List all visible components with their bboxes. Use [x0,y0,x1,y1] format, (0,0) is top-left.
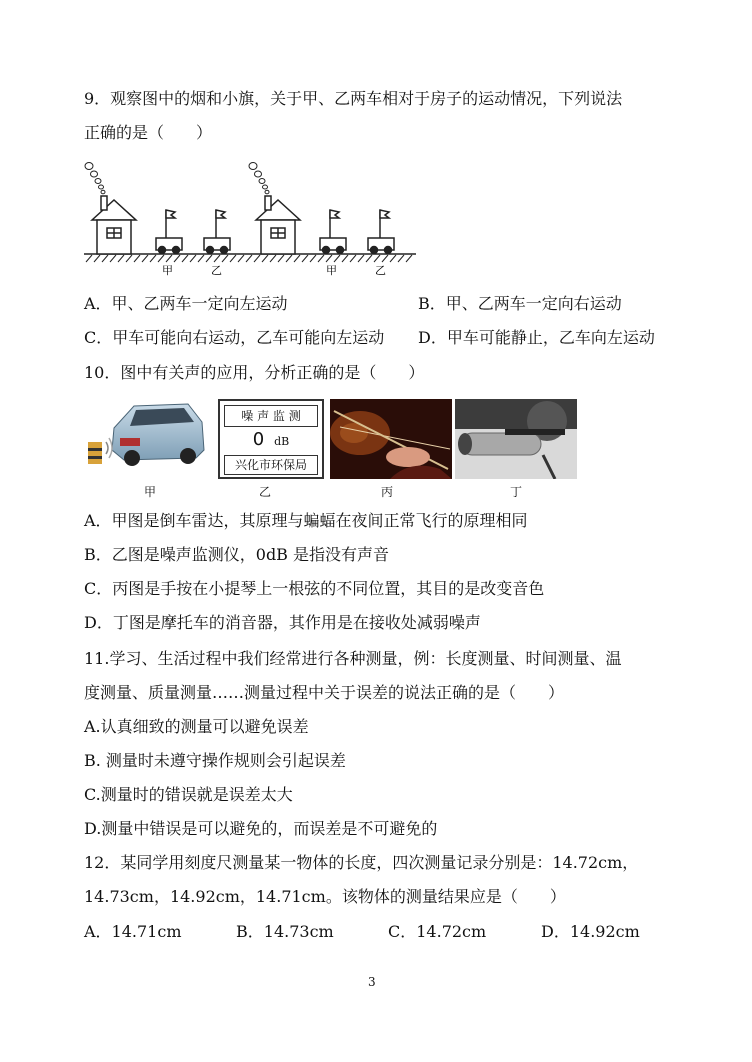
q10-caption-bing: 丙 [381,485,394,499]
q11-option-c: C.测量时的错误就是误差太大 [84,785,293,804]
label-jia-2: 甲 [326,264,337,277]
q10-stem: 10．图中有关声的应用，分析正确的是（ ） [84,363,425,382]
car-jia-2 [320,210,346,254]
house-1 [92,196,136,254]
meter-value: 0 [252,429,265,450]
q10-option-c: C．丙图是手按在小提琴上一根弦的不同位置，其目的是改变音色 [84,579,545,598]
label-jia-1: 甲 [162,264,173,277]
q12-option-c: C．14.72cm [388,922,487,941]
q10-image-yi-noise-meter [218,399,324,479]
meter-unit: dB [274,435,290,448]
meter-reading [224,429,318,453]
q9-option-b: B．甲、乙两车一定向右运动 [418,294,622,313]
meter-org: 兴化市环保局 [224,455,318,475]
q11-stem-line2: 度测量、质量测量……测量过程中关于误差的说法正确的是（ ） [84,683,565,702]
q9-option-a: A．甲、乙两车一定向左运动 [84,294,288,313]
q12-option-b: B．14.73cm [236,922,334,941]
q12-option-a: A．14.71cm [84,922,182,941]
q10-image-jia-car [84,398,208,472]
q11-stem-line1: 11.学习、生活过程中我们经常进行各种测量，例：长度测量、时间测量、温 [84,649,622,668]
q10-caption-ding: 丁 [510,485,523,499]
q10-image-bing-violin [330,399,452,479]
q12-stem-line1: 12．某同学用刻度尺测量某一物体的长度，四次测量记录分别是：14.72cm， [84,853,639,872]
q11-option-b: B. 测量时未遵守操作规则会引起误差 [84,751,346,770]
q9-stem-line2: 正确的是（ ） [84,123,213,142]
q12-stem-line2: 14.73cm，14.92cm，14.71cm。该物体的测量结果应是（ ） [84,887,566,906]
q10-image-ding-muffler [455,399,577,479]
q12-option-d: D．14.92cm [541,922,640,941]
q11-option-a: A.认真细致的测量可以避免误差 [84,717,309,736]
smoke-1 [85,163,105,194]
q10-caption-yi: 乙 [259,485,272,499]
q10-option-d: D．丁图是摩托车的消音器，其作用是在接收处减弱噪声 [84,613,481,632]
car-jia-1 [156,210,182,254]
q9-figure [80,158,420,283]
q10-option-a: A．甲图是倒车雷达，其原理与蝙蝠在夜间正常飞行的原理相同 [84,511,528,530]
q10-caption-jia: 甲 [144,485,157,499]
car-yi-2 [368,210,394,254]
label-yi-2: 乙 [375,264,386,277]
q9-option-c: C．甲车可能向右运动，乙车可能向左运动 [84,328,385,347]
q9-option-d: D．甲车可能静止，乙车向左运动 [418,328,655,347]
meter-title: 噪 声 监 测 [224,405,318,427]
car-yi-1 [204,210,230,254]
q10-option-b: B．乙图是噪声监测仪，0dB 是指没有声音 [84,545,390,564]
q9-stem-line1: 9．观察图中的烟和小旗，关于甲、乙两车相对于房子的运动情况，下列说法 [84,89,623,108]
page-number: 3 [368,975,376,989]
house-2 [256,196,300,254]
q11-option-d: D.测量中错误是可以避免的，而误差是不可避免的 [84,819,438,838]
smoke-2 [249,163,269,194]
label-yi-1: 乙 [211,264,222,277]
